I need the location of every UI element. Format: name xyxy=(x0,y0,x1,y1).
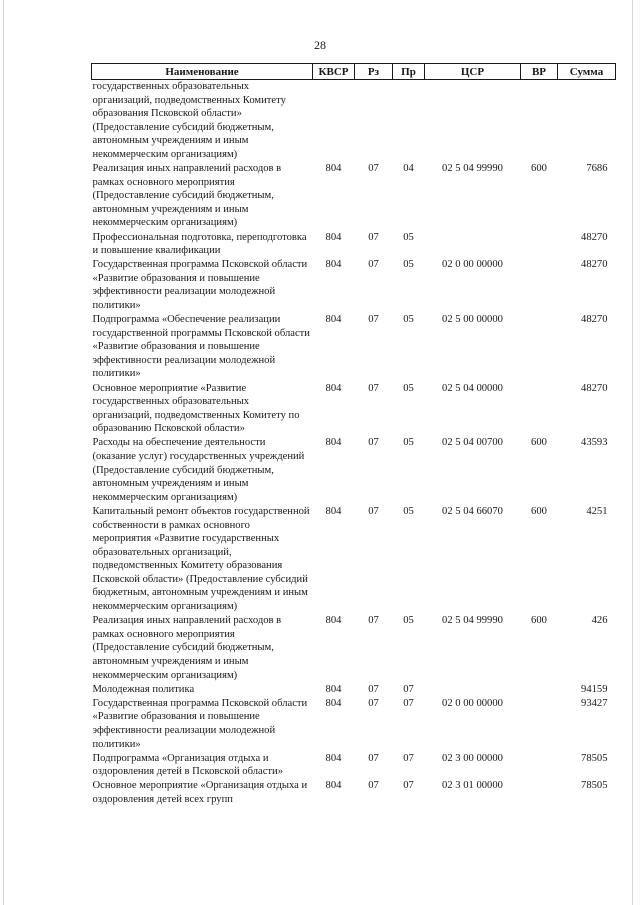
cell-vr xyxy=(521,231,558,259)
cell-name: Подпрограмма «Обеспечение реализации государственной программы Псковской области «Развитие образования и повышение эффективности реализации молодежной политики» xyxy=(92,314,310,380)
cell-rz: 07 xyxy=(368,437,379,449)
cell-csr xyxy=(425,231,521,259)
cell-sum: 78505 xyxy=(581,780,608,792)
header-name: Наименование xyxy=(92,64,313,80)
table-row xyxy=(92,779,616,807)
cell-name: Молодежная политика xyxy=(92,683,195,695)
budget-table xyxy=(91,63,616,807)
cell-pr: 05 xyxy=(403,231,414,243)
cell-sum: 48270 xyxy=(581,314,608,326)
cell-rz: 07 xyxy=(368,259,379,271)
cell-name: государственных образовательных организаций, подведомственных Комитету образования Псковской области» (Предоставление субсидий бюджетным, автономным учреждениям и иным некоммерческим организациям) xyxy=(92,81,286,160)
cell-sum: 78505 xyxy=(581,752,608,764)
cell-vr xyxy=(521,258,558,313)
cell-csr: 02 3 01 00000 xyxy=(442,780,503,792)
table-row xyxy=(92,258,616,313)
cell-csr: 02 5 04 00700 xyxy=(442,437,503,449)
cell-vr xyxy=(521,80,558,163)
cell-pr: 05 xyxy=(403,382,414,394)
cell-vr xyxy=(521,683,558,697)
cell-name: Капитальный ремонт объектов государственной собственности в рамках основного мероприятия «Развитие государственных образовательных организаций, подведомственных Комитету образования Псковской области» (Предоставление субсидий бюджетным, автономным учреждениям и иным некоммерческим организациям) xyxy=(92,505,310,613)
cell-csr: 02 5 04 66070 xyxy=(442,505,503,517)
cell-rz: 07 xyxy=(368,752,379,764)
header-rz: Рз xyxy=(355,64,393,80)
cell-sum: 94159 xyxy=(581,683,608,695)
cell-pr: 07 xyxy=(403,780,414,792)
cell-csr: 02 5 04 99990 xyxy=(442,163,503,175)
table-row xyxy=(92,313,616,381)
cell-kvsr: 804 xyxy=(325,752,342,764)
cell-pr: 07 xyxy=(403,683,414,695)
cell-pr: 05 xyxy=(403,615,414,627)
cell-kvsr xyxy=(313,80,355,163)
cell-name: Основное мероприятие «Развитие государственных образовательных организаций, подведомственных Комитету по образованию Псковской области» xyxy=(92,382,300,435)
scan-edge-left xyxy=(3,0,4,905)
cell-kvsr: 804 xyxy=(325,259,342,271)
cell-rz: 07 xyxy=(368,697,379,709)
cell-kvsr: 804 xyxy=(325,505,342,517)
cell-sum: 48270 xyxy=(581,382,608,394)
cell-rz: 07 xyxy=(368,231,379,243)
table-row xyxy=(92,505,616,614)
cell-kvsr: 804 xyxy=(325,780,342,792)
cell-sum: 48270 xyxy=(581,231,608,243)
table-row xyxy=(92,231,616,259)
cell-rz: 07 xyxy=(368,505,379,517)
cell-csr: 02 0 00 00000 xyxy=(442,259,503,271)
cell-kvsr: 804 xyxy=(325,683,342,695)
cell-sum: 426 xyxy=(591,615,608,627)
cell-csr: 02 0 00 00000 xyxy=(442,697,503,709)
cell-rz: 07 xyxy=(368,314,379,326)
table-row xyxy=(92,614,616,682)
cell-vr xyxy=(521,752,558,780)
cell-rz: 07 xyxy=(368,615,379,627)
cell-pr: 05 xyxy=(403,437,414,449)
table-row xyxy=(92,436,616,504)
cell-pr xyxy=(393,80,425,163)
cell-sum: 48270 xyxy=(581,259,608,271)
cell-sum: 7686 xyxy=(586,163,608,175)
cell-vr xyxy=(521,779,558,807)
cell-vr xyxy=(521,697,558,752)
header-sum: Сумма xyxy=(558,64,616,80)
cell-rz: 07 xyxy=(368,163,379,175)
cell-kvsr: 804 xyxy=(325,697,342,709)
cell-csr: 02 5 04 99990 xyxy=(442,615,503,627)
cell-pr: 07 xyxy=(403,752,414,764)
table-row xyxy=(92,752,616,780)
cell-sum xyxy=(558,80,616,163)
table-row xyxy=(92,382,616,437)
cell-name: Подпрограмма «Организация отдыха и оздоровления детей в Псковской области» xyxy=(92,752,284,778)
table-row xyxy=(92,80,616,163)
cell-csr xyxy=(425,80,521,163)
cell-name: Государственная программа Псковской области «Развитие образования и повышение эффективности реализации молодежной политики» xyxy=(92,259,308,311)
cell-kvsr: 804 xyxy=(325,382,342,394)
cell-sum: 43593 xyxy=(581,437,608,449)
table-row xyxy=(92,697,616,752)
table-header-row xyxy=(92,64,616,80)
cell-csr xyxy=(425,683,521,697)
cell-vr: 600 xyxy=(531,163,547,175)
cell-pr: 07 xyxy=(403,697,414,709)
cell-csr: 02 5 04 00000 xyxy=(442,382,503,394)
cell-name: Государственная программа Псковской области «Развитие образования и повышение эффективности реализации молодежной политики» xyxy=(92,697,308,750)
header-csr: ЦСР xyxy=(425,64,521,80)
scan-edge-right xyxy=(632,0,633,905)
table-body xyxy=(92,80,616,807)
cell-csr: 02 3 00 00000 xyxy=(442,752,503,764)
cell-rz: 07 xyxy=(368,382,379,394)
cell-name: Профессиональная подготовка, переподготовка и повышение квалификации xyxy=(92,231,307,257)
cell-pr: 05 xyxy=(403,259,414,271)
cell-name: Реализация иных направлений расходов в рамках основного мероприятия (Предоставление субсидий бюджетным, автономным учреждениям и иным некоммерческим организациям) xyxy=(92,615,282,681)
cell-kvsr: 804 xyxy=(325,314,342,326)
cell-pr: 04 xyxy=(403,163,414,175)
cell-vr xyxy=(521,313,558,381)
cell-kvsr: 804 xyxy=(325,437,342,449)
cell-csr: 02 5 00 00000 xyxy=(442,314,503,326)
cell-name: Основное мероприятие «Организация отдыха и оздоровления детей всех групп xyxy=(92,780,308,805)
cell-kvsr: 804 xyxy=(325,615,342,627)
cell-vr: 600 xyxy=(531,505,547,517)
page-number: 28 xyxy=(314,38,326,52)
cell-sum: 93427 xyxy=(581,697,608,709)
cell-name: Реализация иных направлений расходов в рамках основного мероприятия (Предоставление субсидий бюджетным, автономным учреждениям и иным некоммерческим организациям) xyxy=(92,163,282,229)
cell-vr: 600 xyxy=(531,437,547,449)
table-row xyxy=(92,162,616,230)
cell-kvsr: 804 xyxy=(325,231,342,243)
cell-pr: 05 xyxy=(403,314,414,326)
header-kvsr: КВСР xyxy=(313,64,355,80)
cell-vr: 600 xyxy=(531,615,547,627)
cell-rz xyxy=(355,80,393,163)
cell-rz: 07 xyxy=(368,780,379,792)
header-pr: Пр xyxy=(393,64,425,80)
cell-rz: 07 xyxy=(368,683,379,695)
cell-vr xyxy=(521,382,558,437)
cell-pr: 05 xyxy=(403,505,414,517)
table-row xyxy=(92,683,616,697)
cell-kvsr: 804 xyxy=(325,163,342,175)
cell-name: Расходы на обеспечение деятельности (оказание услуг) государственных учреждений (Предоставление субсидий бюджетным, автономным учреждениям и иным некоммерческим организациям) xyxy=(92,437,305,503)
header-vr: ВР xyxy=(521,64,558,80)
cell-sum: 4251 xyxy=(586,505,608,517)
